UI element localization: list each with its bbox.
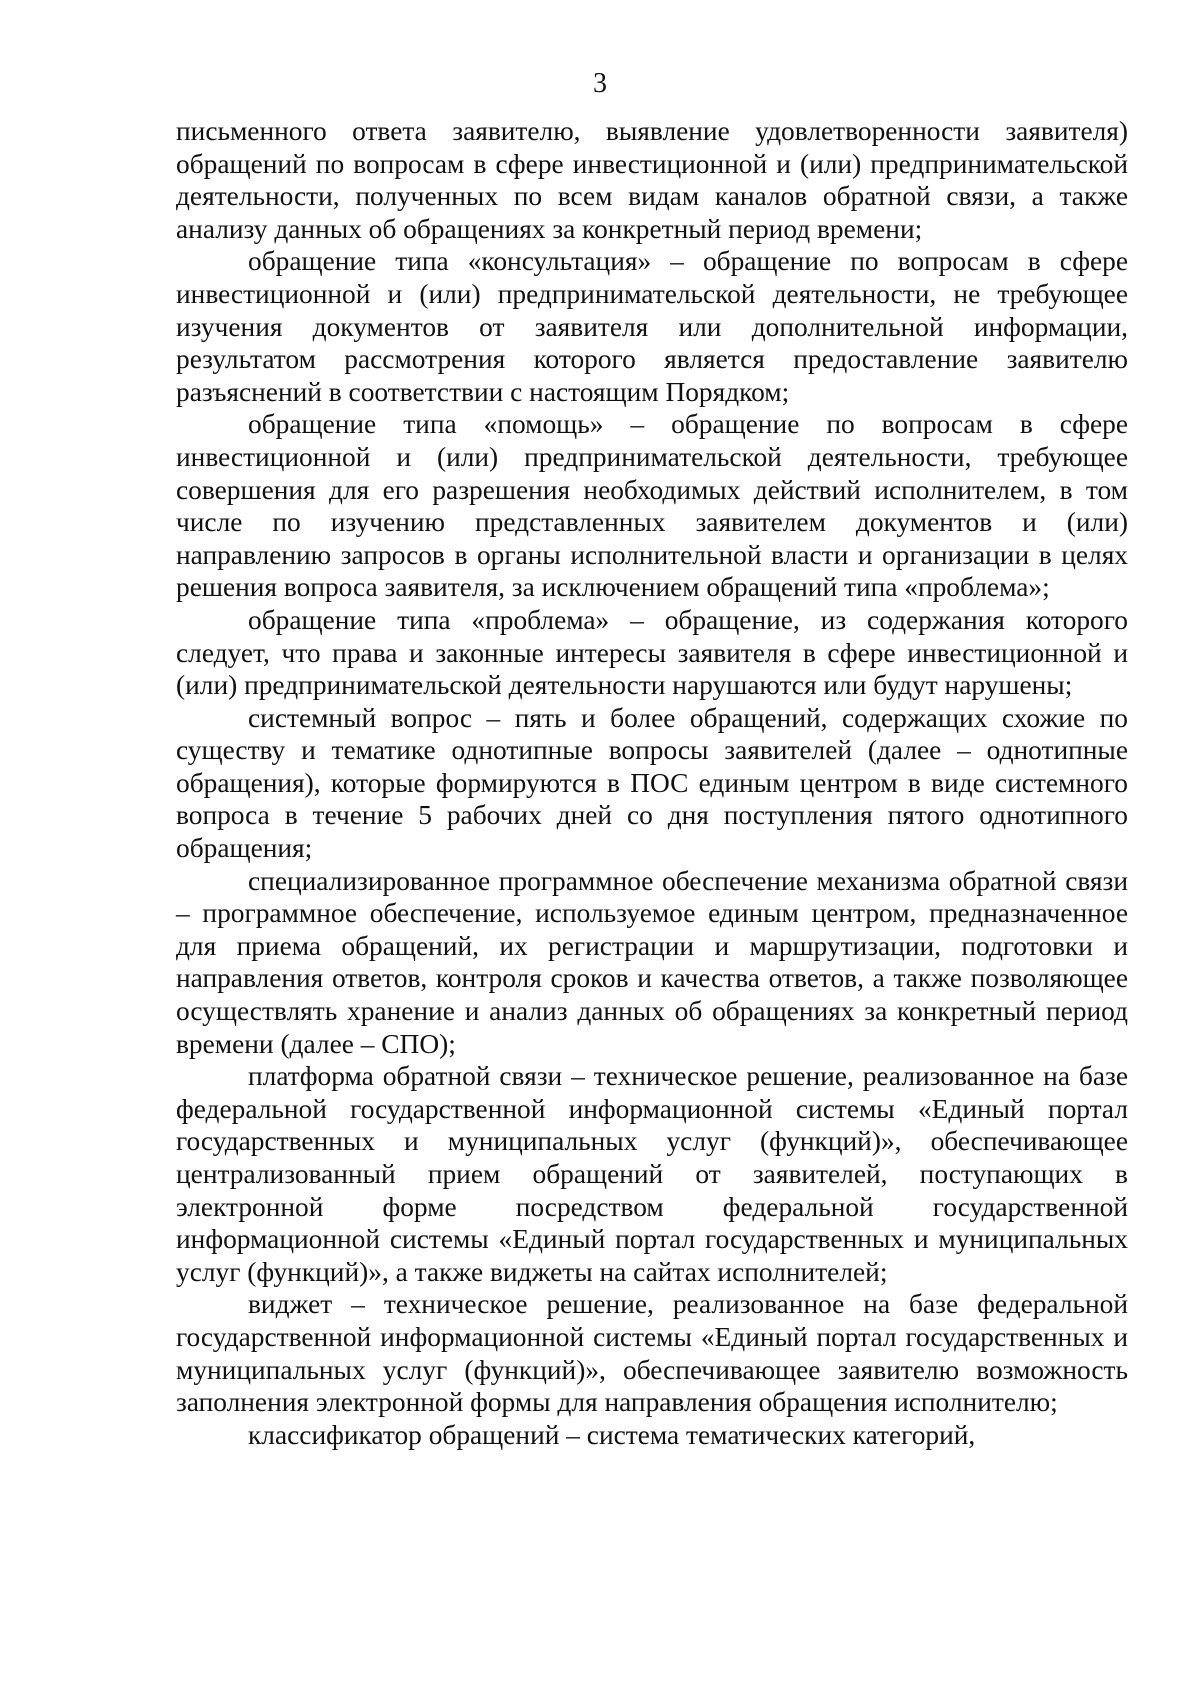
- document-body: [176, 115, 1128, 1451]
- paragraph-classifier: классификатор обращений – система тематических категорий,: [248, 1419, 976, 1450]
- paragraph-help: обращение типа «помощь» – обращение по вопросам в сфере инвестиционной и (или) предпринимательской деятельности, требующее совершения для его разрешения необходимых действий исполнителем, в том числе по изучению представленных заявителем документов и (или) направлению запросов в органы исполнительной власти и организации в целях решения вопроса заявителя, за исключением обращений типа «проблема»;: [176, 409, 1128, 603]
- page-number: 3: [593, 68, 607, 99]
- paragraph-spo: специализированное программное обеспечение механизма обратной связи – программное обеспечение, используемое единым центром, предназначенное для приема обращений, их регистрации и маршрутизации, подготовки и направления ответов, контроля сроков и качества ответов, а также позволяющее осуществлять хранение и анализ данных об обращениях за конкретный период времени (далее – СПО);: [176, 865, 1128, 1059]
- paragraph-widget: виджет – техническое решение, реализованное на базе федеральной государственной информационной системы «Единый портал государственных и муниципальных услуг (функций)», обеспечивающее заявителю возможность заполнения электронной формы для направления обращения исполнителю;: [176, 1289, 1128, 1418]
- paragraph-system-question: системный вопрос – пять и более обращений, содержащих схожие по существу и тематике однотипные вопросы заявителей (далее – однотипные обращения), которые формируются в ПОС единым центром в виде системного вопроса в течение 5 рабочих дней со дня поступления пятого однотипного обращения;: [176, 702, 1128, 864]
- paragraph-consultation: обращение типа «консультация» – обращение по вопросам в сфере инвестиционной и (или) предпринимательской деятельности, не требующее изучения документов от заявителя или дополнительной информации, результатом рассмотрения которого является предоставление заявителю разъяснений в соответствии с настоящим Порядком;: [176, 246, 1128, 407]
- paragraph-continuation: письменного ответа заявителю, выявление удовлетворенности заявителя) обращений по вопросам в сфере инвестиционной и (или) предпринимательской деятельности, полученных по всем видам каналов обратной связи, а также анализу данных об обращениях за конкретный период времени;: [176, 116, 1128, 244]
- paragraph-problem: обращение типа «проблема» – обращение, из содержания которого следует, что права и законные интересы заявителя в сфере инвестиционной и (или) предпринимательской деятельности нарушаются или будут нарушены;: [176, 604, 1128, 701]
- paragraph-feedback-platform: платформа обратной связи – техническое решение, реализованное на базе федеральной государственной информационной системы «Единый портал государственных и муниципальных услуг (функций)», обеспечивающее централизованный прием обращений от заявителей, поступающих в электронной форме посредством федеральной государственной информационной системы «Единый портал государственных и муниципальных услуг (функций)», а также виджеты на сайтах исполнителей;: [176, 1061, 1128, 1287]
